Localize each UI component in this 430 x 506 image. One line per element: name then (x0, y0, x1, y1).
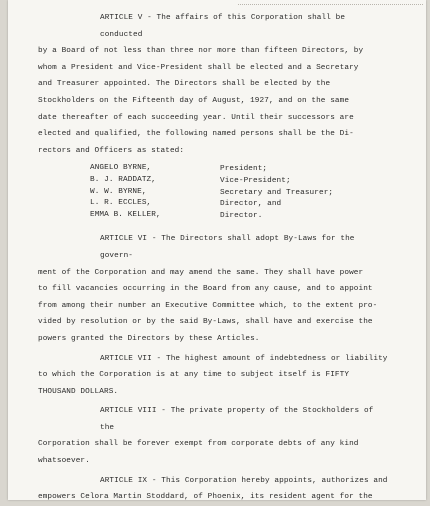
officer-role: Director, and (220, 200, 282, 209)
officer-names (90, 163, 161, 221)
article-v-line: and Treasurer appointed. The Directors shall be elected by the (38, 80, 331, 89)
article-vii-line: ARTICLE VII - The highest amount of indebtedness or liability (100, 354, 388, 363)
article-vi-line: powers granted the Directors by these Articles. (38, 334, 260, 343)
document-page (8, 0, 426, 500)
article-v-line: elected and qualified, the following named persons shall be the Di- (38, 130, 354, 139)
article-vi-line: ARTICLE VI - The Directors shall adopt By-Laws for the govern- (100, 235, 360, 260)
article-ix (38, 473, 390, 506)
article-v-line: Stockholders on the Fifteenth day of August, 1927, and on the same (38, 96, 350, 105)
article-ix-line: empowers Celora Martin Stoddard, of Phoenix, its resident agent for the (38, 493, 373, 502)
officer-role: Secretary and Treasurer; (220, 188, 334, 197)
officer-role: President; (220, 165, 268, 174)
article-v (38, 10, 390, 159)
article-viii-line: ARTICLE VIII - The private property of the Stockholders of the (100, 407, 379, 432)
article-vi-line: vided by resolution or by the said By-Laws, shall have and exercise the (38, 318, 373, 327)
page-top-edge (238, 0, 423, 5)
officer-name: EMMA B. KELLER, (90, 210, 161, 219)
officer-roles (220, 164, 333, 222)
article-vi-line: from among their number an Executive Committee which, to the extent pro- (38, 301, 378, 310)
article-viii-line: Corporation shall be forever exempt from corporate debts of any kind (38, 440, 359, 449)
article-v-line: ARTICLE V - The affairs of this Corporation shall be conducted (100, 14, 350, 39)
article-vii (38, 351, 390, 401)
article-v-line: date thereafter of each succeeding year. Until their successors are (38, 113, 354, 122)
officer-role: Vice-President; (220, 176, 291, 185)
article-vi (38, 231, 390, 347)
article-vi-line: ment of the Corporation and may amend the same. They shall have power (38, 268, 364, 277)
officer-name: W. W. BYRNE, (90, 187, 147, 196)
document-text (38, 10, 390, 506)
article-vi-line: to fill vacancies occurring in the Board from any cause, and to appoint (38, 285, 373, 294)
article-vii-line: to which the Corporation is at any time to subject itself is FIFTY (38, 371, 350, 380)
article-ix-line: ARTICLE IX - This Corporation hereby appoints, authorizes and (100, 476, 388, 485)
article-v-line: by a Board of not less than three nor more than fifteen Directors, by (38, 47, 364, 56)
officer-name: B. J. RADDATZ, (90, 175, 156, 184)
article-vii-line: THOUSAND DOLLARS. (38, 387, 119, 396)
article-v-line: rectors and Officers as stated: (38, 146, 185, 155)
officers-list (90, 163, 390, 229)
article-viii-line: whatsoever. (38, 457, 90, 466)
officer-name: L. R. ECCLES, (90, 199, 152, 208)
officer-name: ANGELO BYRNE, (90, 164, 152, 173)
article-viii (38, 403, 390, 469)
article-v-line: whom a President and Vice-President shall be elected and a Secretary (38, 63, 359, 72)
officer-role: Director. (220, 211, 263, 220)
